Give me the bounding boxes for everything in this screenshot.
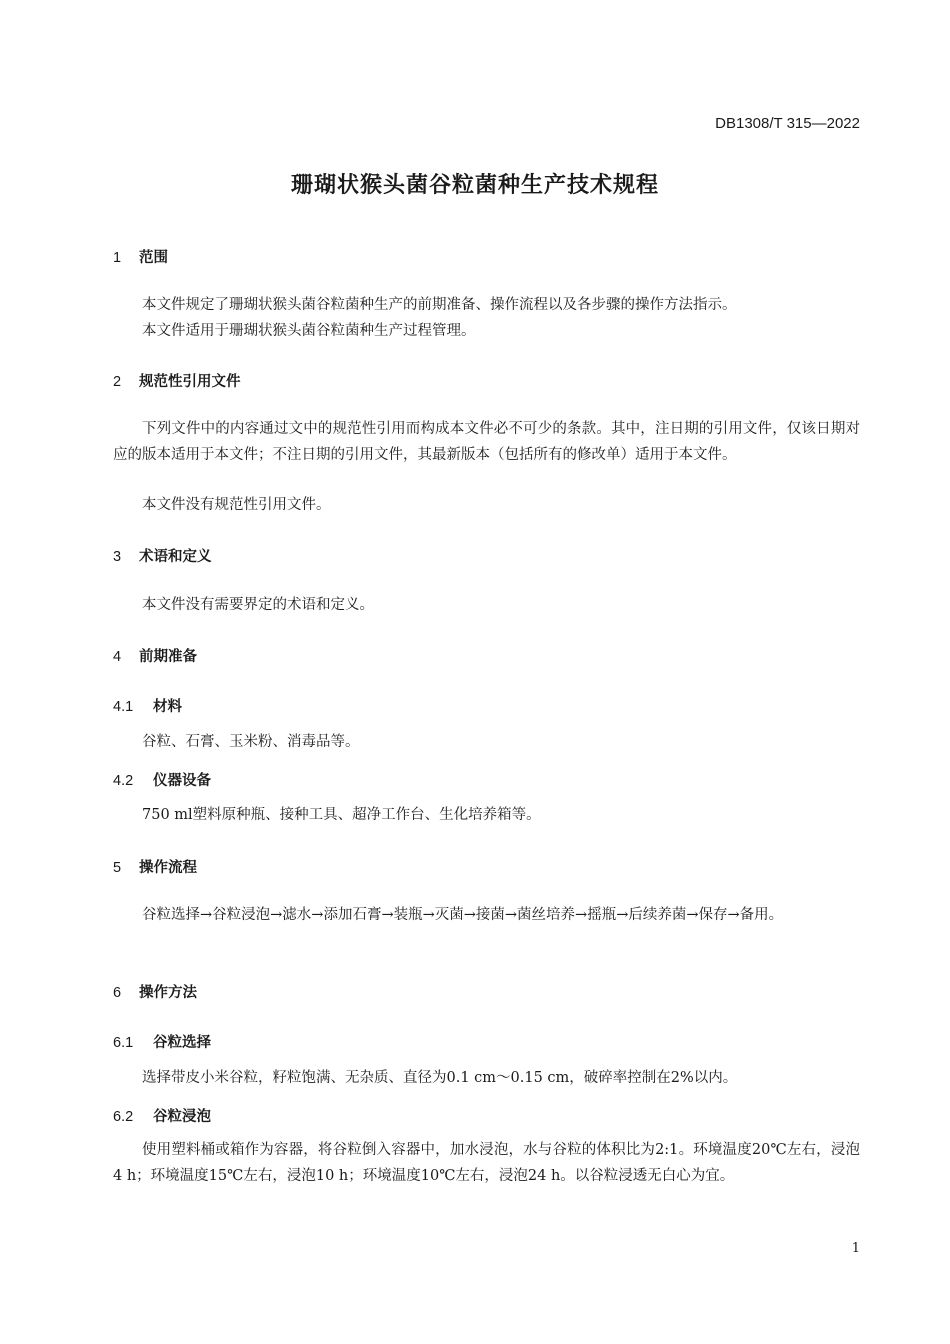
section-4-2-paragraph: 750 ml塑料原种瓶、接种工具、超净工作台、生化培养箱等。 (142, 807, 541, 823)
section-title: 操作流程 (139, 860, 197, 876)
section-title: 范围 (139, 250, 168, 266)
section-title: 仪器设备 (153, 773, 211, 789)
section-3-paragraph-1: 本文件没有需要界定的术语和定义。 (142, 597, 374, 613)
page-number: 1 (851, 1241, 860, 1256)
section-6-1-heading (113, 1031, 211, 1052)
section-title: 前期准备 (139, 649, 197, 665)
section-2-paragraph-2: 本文件没有规范性引用文件。 (142, 497, 331, 513)
section-number: 4.2 (113, 773, 134, 789)
section-5-heading (113, 856, 197, 877)
section-number: 4.1 (113, 699, 134, 715)
section-title: 操作方法 (139, 985, 197, 1001)
section-2-paragraph-1: 下列文件中的内容通过文中的规范性引用而构成本文件必不可少的条款。其中，注日期的引用文件，仅该日期对应的版本适用于本文件；不注日期的引用文件，其最新版本（包括所有的修改单）适用于本文件。 (113, 421, 860, 463)
section-title: 谷粒浸泡 (153, 1109, 211, 1125)
section-number: 4 (113, 649, 122, 665)
section-6-heading (113, 981, 197, 1002)
section-1-heading (113, 246, 168, 267)
document-title: 珊瑚状猴头菌谷粒菌种生产技术规程 (290, 172, 659, 197)
section-4-heading (113, 645, 197, 666)
section-title: 材料 (153, 699, 182, 715)
section-title: 术语和定义 (139, 549, 212, 565)
section-number: 6.2 (113, 1109, 134, 1125)
section-number: 6 (113, 985, 122, 1001)
section-4-1-heading (113, 695, 182, 716)
section-6-2-heading (113, 1105, 211, 1126)
section-title: 谷粒选择 (153, 1035, 211, 1051)
section-6-1-paragraph: 选择带皮小米谷粒，籽粒饱满、无杂质、直径为0.1 cm～0.15 cm，破碎率控制在2%以内。 (142, 1070, 738, 1086)
section-3-heading (113, 545, 212, 566)
section-number: 3 (113, 549, 122, 565)
section-4-2-heading (113, 769, 211, 790)
section-4-1-paragraph: 谷粒、石膏、玉米粉、消毒品等。 (142, 734, 360, 750)
document-code: DB1308/T 315—2022 (715, 115, 860, 132)
section-2-heading (113, 370, 241, 391)
section-1-paragraph-1: 本文件规定了珊瑚状猴头菌谷粒菌种生产的前期准备、操作流程以及各步骤的操作方法指示。 (142, 297, 737, 313)
section-5-paragraph: 谷粒选择→谷粒浸泡→滤水→添加石膏→装瓶→灭菌→接菌→菌丝培养→摇瓶→后续养菌→保存→备用。 (142, 907, 784, 923)
section-title: 规范性引用文件 (139, 374, 241, 390)
section-number: 2 (113, 374, 122, 390)
section-number: 1 (113, 250, 122, 266)
section-1-paragraph-2: 本文件适用于珊瑚状猴头菌谷粒菌种生产过程管理。 (142, 323, 476, 339)
section-6-2-paragraph: 使用塑料桶或箱作为容器，将谷粒倒入容器中，加水浸泡，水与谷粒的体积比为2:1。环境温度20℃左右，浸泡4 h；环境温度15℃左右，浸泡10 h；环境温度10℃左右，浸泡24 h。以谷粒浸透无白心为宜。 (113, 1142, 860, 1184)
section-number: 5 (113, 860, 122, 876)
section-number: 6.1 (113, 1035, 134, 1051)
